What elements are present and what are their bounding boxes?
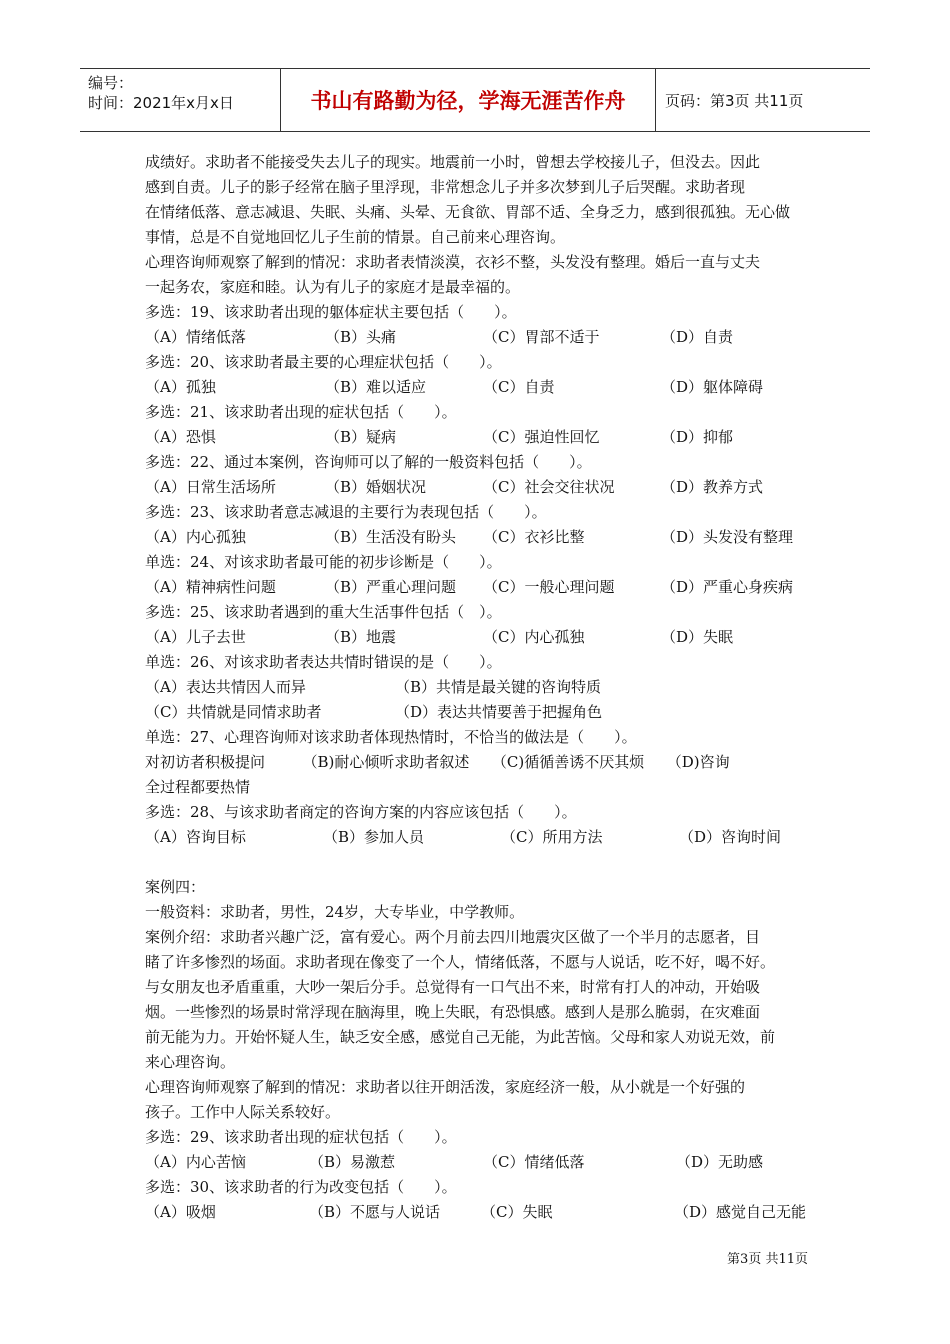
options-28 [145, 825, 810, 850]
case4-intro-line: 与女朋友也矛盾重重，大吵一架后分手。总觉得有一口气出不来，时常有打人的冲动，开始吸 [145, 978, 761, 996]
header-meta [80, 69, 280, 131]
question-29: 多选：29、该求助者出现的症状包括（ ）。 [145, 1128, 457, 1146]
question-26: 单选：26、对该求助者表达共情时错误的是（ ）。 [145, 653, 502, 671]
option-b: （B）参加人员 [323, 828, 425, 846]
option-b: （B）头痛 [325, 328, 397, 346]
text-line: 事情，总是不自觉地回忆儿子生前的情景。自己前来心理咨询。 [145, 228, 566, 246]
options-23 [145, 525, 810, 550]
question-27: 单选：27、心理咨询师对该求助者体现热情时，不恰当的做法是（ ）。 [145, 728, 637, 746]
options-30 [145, 1200, 810, 1225]
option-d: （D）教养方式 [661, 478, 764, 496]
case4-intro-line: 前无能为力。开始怀疑人生，缺乏安全感，感觉自己无能，为此苦恼。父母和家人劝说无效，前 [145, 1028, 776, 1046]
question-25: 多选：25、该求助者遇到的重大生活事件包括（ ）。 [145, 603, 502, 621]
question-21: 多选：21、该求助者出现的症状包括（ ）。 [145, 403, 457, 421]
options-21 [145, 425, 810, 450]
options-26-row2 [145, 700, 810, 725]
option-b: （B）不愿与人说话 [309, 1203, 441, 1221]
option-c: （C）自责 [483, 378, 555, 396]
option-a: （A）咨询目标 [145, 828, 246, 846]
case4-intro-line: 来心理咨询。 [145, 1053, 236, 1071]
option-b: （B）疑病 [325, 428, 397, 446]
options-24 [145, 575, 810, 600]
question-30: 多选：30、该求助者的行为改变包括（ ）。 [145, 1178, 457, 1196]
question-20: 多选：20、该求助者最主要的心理症状包括（ ）。 [145, 353, 502, 371]
option-a: （A）儿子去世 [145, 628, 246, 646]
option-b: （B）严重心理问题 [325, 578, 457, 596]
options-27-line1: 对初访者积极提问 （B)耐心倾听求助者叙述 （C)循循善诱不厌其烦 （D)咨询 [145, 753, 730, 771]
option-a: （A）精神病性问题 [145, 578, 276, 596]
option-b: （B）婚姻状况 [325, 478, 427, 496]
option-b: （B）难以适应 [325, 378, 427, 396]
motto: 书山有路勤为径，学海无涯苦作舟 [280, 69, 656, 131]
option-d: （D）躯体障碍 [661, 378, 764, 396]
options-29 [145, 1150, 810, 1175]
text-line: 感到自责。儿子的影子经常在脑子里浮现，非常想念儿子并多次梦到儿子后哭醒。求助者现 [145, 178, 746, 196]
case4-general: 一般资料：求助者，男性，24岁，大专毕业，中学教师。 [145, 903, 525, 921]
option-c: （C）情绪低落 [483, 1153, 585, 1171]
text-line: 在情绪低落、意志减退、失眠、头痛、头晕、无食欲、胃部不适、全身乏力，感到很孤独。无心做 [145, 203, 791, 221]
page-number-label: 页码：第3页 共11页 [665, 91, 804, 110]
options-27-line2: 全过程都要热情 [145, 778, 251, 796]
text-line: 成绩好。求助者不能接受失去儿子的现实。地震前一小时，曾想去学校接儿子，但没去。因此 [145, 153, 761, 171]
option-d: （D）表达共情要善于把握角色 [395, 703, 603, 721]
option-d: （D）感觉自己无能 [674, 1203, 807, 1221]
question-28: 多选：28、与该求助者商定的咨询方案的内容应该包括（ ）。 [145, 803, 577, 821]
option-a: （A）表达共情因人而异 [145, 678, 306, 696]
options-19 [145, 325, 810, 350]
option-c: （C）所用方法 [501, 828, 603, 846]
option-d: （D）咨询时间 [679, 828, 782, 846]
option-a: （A）吸烟 [145, 1203, 216, 1221]
option-b: （B）地震 [325, 628, 397, 646]
document-body [145, 150, 810, 1225]
option-a: （A）内心苦恼 [145, 1153, 246, 1171]
question-24: 单选：24、对该求助者最可能的初步诊断是（ ）。 [145, 553, 502, 571]
question-23: 多选：23、该求助者意志减退的主要行为表现包括（ ）。 [145, 503, 547, 521]
text-line: 一起务农，家庭和睦。认为有儿子的家庭才是最幸福的。 [145, 278, 521, 296]
option-a: （A）情绪低落 [145, 328, 246, 346]
options-22 [145, 475, 810, 500]
option-d: （D）严重心身疾病 [661, 578, 794, 596]
option-d: （D）抑郁 [661, 428, 734, 446]
option-a: （A）内心孤独 [145, 528, 246, 546]
option-d: （D）头发没有整理 [661, 528, 794, 546]
options-20 [145, 375, 810, 400]
question-22: 多选：22、通过本案例，咨询师可以了解的一般资料包括（ ）。 [145, 453, 592, 471]
case4-intro-line: 烟。一些惨烈的场景时常浮现在脑海里，晚上失眠，有恐惧感。感到人是那么脆弱，在灾难面 [145, 1003, 761, 1021]
option-d: （D）自责 [661, 328, 734, 346]
option-c: （C）社会交往状况 [483, 478, 615, 496]
option-d: （D）无助感 [676, 1153, 764, 1171]
page-header [80, 68, 870, 132]
option-a: （A）日常生活场所 [145, 478, 276, 496]
question-19: 多选：19、该求助者出现的躯体症状主要包括（ ）。 [145, 303, 517, 321]
case4-intro-line: 睹了许多惨烈的场面。求助者现在像变了一个人，情绪低落，不愿与人说话，吃不好，喝不好。 [145, 953, 776, 971]
option-a: （A）孤独 [145, 378, 216, 396]
option-b: （B）易激惹 [309, 1153, 396, 1171]
option-c: （C）失眠 [481, 1203, 553, 1221]
case4-observe-line: 孩子。工作中人际关系较好。 [145, 1103, 341, 1121]
option-b: （B）生活没有盼头 [325, 528, 457, 546]
options-25 [145, 625, 810, 650]
option-c: （C）一般心理问题 [483, 578, 615, 596]
case4-observe-line: 心理咨询师观察了解到的情况：求助者以往开朗活泼，家庭经济一般，从小就是一个好强的 [145, 1078, 746, 1096]
option-d: （D）失眠 [661, 628, 734, 646]
number-label: 编号： [88, 74, 134, 92]
case4-intro-line: 案例介绍：求助者兴趣广泛，富有爱心。两个月前去四川地震灾区做了一个半月的志愿者，目 [145, 928, 761, 946]
option-c: （C）共情就是同情求助者 [145, 703, 322, 721]
time-label: 时间：2021年x月x日 [88, 94, 234, 112]
option-c: （C）强迫性回忆 [483, 428, 600, 446]
case4-title: 案例四： [145, 878, 206, 896]
option-a: （A）恐惧 [145, 428, 216, 446]
option-c: （C）胃部不适于 [483, 328, 600, 346]
options-26-row1 [145, 675, 810, 700]
option-c: （C）衣衫比整 [483, 528, 585, 546]
option-c: （C）内心孤独 [483, 628, 585, 646]
option-b: （B）共情是最关键的咨询特质 [395, 678, 602, 696]
text-line: 心理咨询师观察了解到的情况：求助者表情淡漠，衣衫不整，头发没有整理。婚后一直与丈夫 [145, 253, 761, 271]
page-footer: 第3页 共11页 [727, 1252, 808, 1267]
